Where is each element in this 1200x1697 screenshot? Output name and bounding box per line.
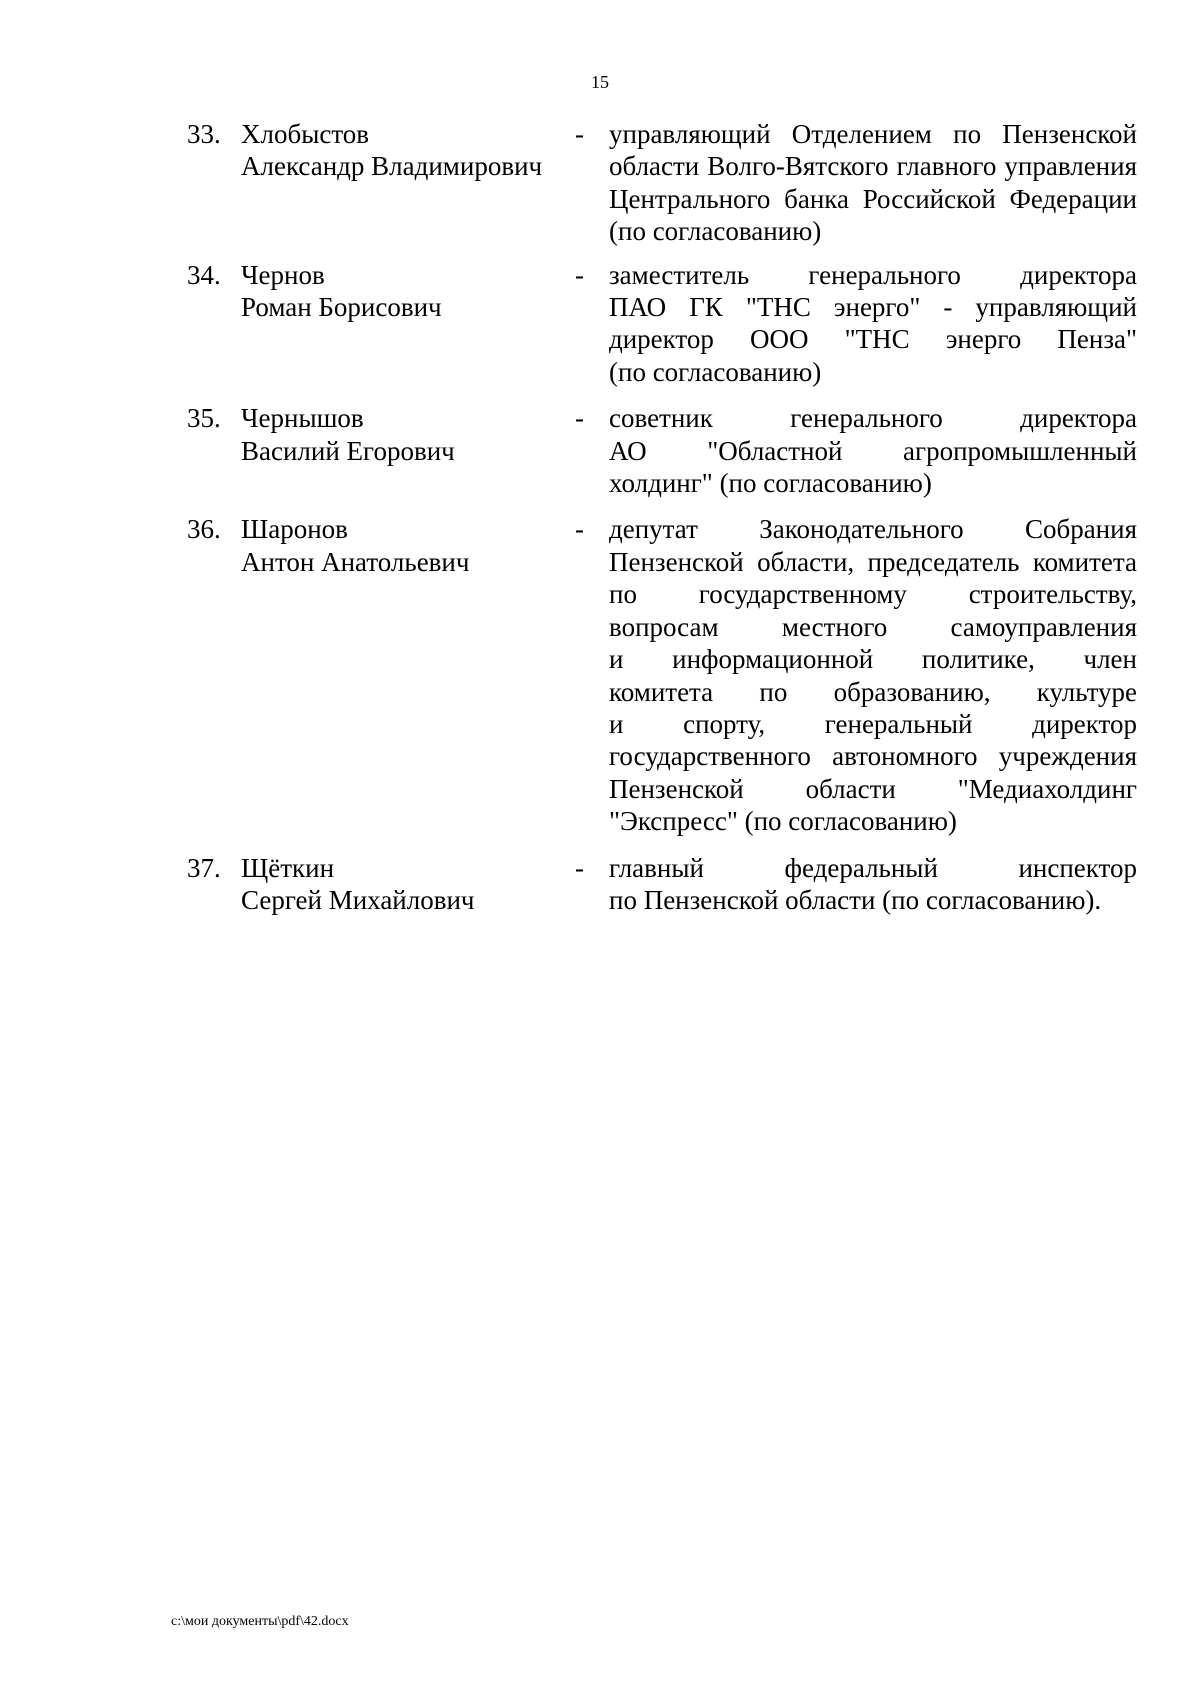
list-item [0,118,1200,248]
entry-dash: - [575,852,584,883]
description-line: АО "Областной агропромышленный [609,435,1137,466]
page-number: 15 [591,72,609,92]
list-item [0,402,1200,499]
entry-given-names: Сергей Михайлович [241,884,475,915]
entry-description [609,402,1137,499]
entry-surname: Шаронов [241,514,348,545]
entry-person-name [241,513,469,578]
description-line: главный федеральный инспектор [609,852,1137,883]
description-line: по Пензенской области (по согласованию). [609,884,1102,915]
description-line: по государственному строительству, [609,579,1137,610]
description-line: и спорту, генеральный директор [609,708,1137,739]
entry-surname: Щёткин [241,852,335,883]
description-line: директор ООО "ТНС энерго Пенза" [609,324,1137,355]
description-line: комитета по образованию, культуре [609,676,1137,707]
description-line: области Волго-Вятского главного управления [609,151,1137,182]
entry-given-names: Василий Егорович [241,435,455,466]
entry-surname: Чернышов [241,403,364,434]
entry-dash: - [575,259,584,290]
entry-number: 37. [187,852,221,883]
entry-description [609,513,1137,837]
document-file-path: c:\мои документы\pdf\42.docx [171,1614,349,1629]
description-line: Пензенской области "Медиахолдинг [609,773,1137,804]
entry-number: 36. [187,514,221,545]
entry-number: 33. [187,119,221,149]
description-line: заместитель генерального директора [609,259,1137,290]
entry-description [609,259,1137,389]
entry-description [609,118,1137,248]
description-line: депутат Законодательного Собрания [609,514,1137,545]
entry-dash: - [575,403,584,434]
entry-given-names: Александр Владимирович [241,151,543,182]
description-line: (по согласованию) [609,216,822,247]
entry-dash: - [575,514,584,545]
entry-number: 34. [187,259,221,290]
entry-person-name [241,259,442,324]
entry-surname: Хлобыстов [241,119,370,149]
entry-surname: Чернов [241,259,325,290]
description-line: советник генерального директора [609,403,1137,434]
list-item [0,852,1200,917]
entry-person-name [241,402,455,467]
description-line: Центрального банка Российской Федерации [609,183,1137,214]
entry-dash: - [575,119,584,149]
description-line: холдинг" (по согласованию) [609,468,932,499]
entry-person-name [241,118,542,183]
description-line: управляющий Отделением по Пензенской [609,119,1137,149]
entry-given-names: Антон Анатольевич [241,546,470,577]
description-line: Пензенской области, председатель комитета [609,546,1137,577]
entry-number: 35. [187,403,221,434]
list-item [0,513,1200,837]
entry-person-name [241,852,475,917]
entry-given-names: Роман Борисович [241,292,442,323]
member-list [0,118,1200,916]
list-item [0,259,1200,389]
description-line: "Экспресс" (по согласованию) [609,806,957,837]
description-line: вопросам местного самоуправления [609,611,1137,642]
entry-description [609,852,1137,917]
description-line: ПАО ГК "ТНС энерго" - управляющий [609,292,1137,323]
description-line: и информационной политике, член [609,644,1137,675]
description-line: (по согласованию) [609,356,822,387]
description-line: государственного автономного учреждения [609,741,1137,772]
